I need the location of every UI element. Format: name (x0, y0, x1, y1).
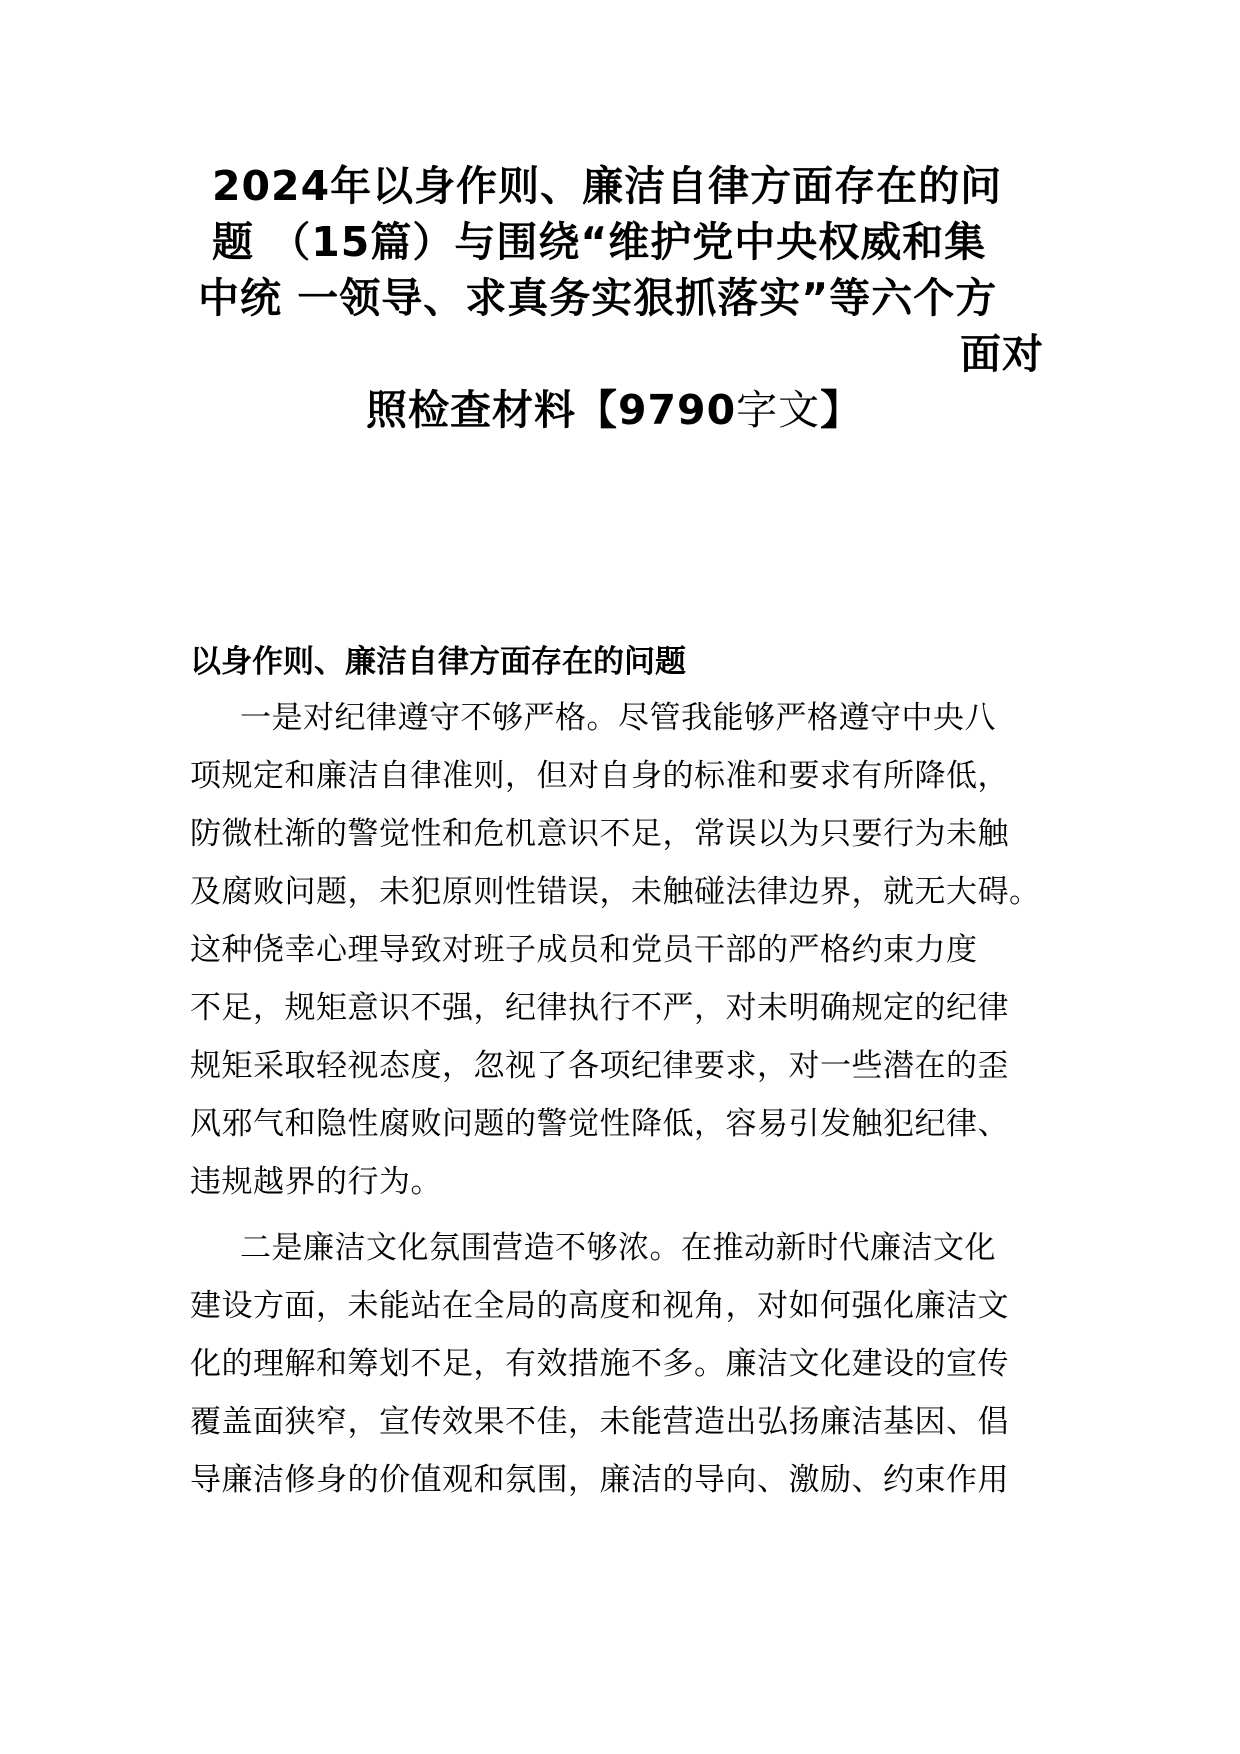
document-title-line-5 (366, 384, 862, 436)
paragraph-line: 这种侥幸心理导致对班子成员和党员干部的严格约束力度 (190, 932, 978, 968)
paragraph-line: 违规越界的行为。 (190, 1164, 442, 1200)
section-heading: 以身作则、廉洁自律方面存在的问题 (190, 644, 686, 680)
title-closing-bracket: 】 (820, 386, 863, 434)
paragraph-line: 建设方面，未能站在全局的高度和视角，对如何强化廉洁文 (190, 1288, 1009, 1324)
paragraph-line: 化的理解和筹划不足，有效措施不多。廉洁文化建设的宣传 (190, 1346, 1009, 1382)
paragraph-line: 一是对纪律遵守不够严格。尽管我能够严格遵守中央八 (240, 700, 996, 736)
paragraph-line: 项规定和廉洁自律准则，但对自身的标准和要求有所降低， (190, 758, 1009, 794)
paragraph-line: 风邪气和隐性腐败问题的警觉性降低，容易引发触犯纪律、 (190, 1106, 1009, 1142)
paragraph-line: 覆盖面狭窄，宣传效果不佳，未能营造出弘扬廉洁基因、倡 (190, 1404, 1009, 1440)
paragraph-line: 二是廉洁文化氛围营造不够浓。在推动新时代廉洁文化 (240, 1230, 996, 1266)
paragraph-line: 不足，规矩意识不强，纪律执行不严，对未明确规定的纪律 (190, 990, 1009, 1026)
document-title-line-3: 中统 一领导、求真务实狠抓落实”等六个方 (198, 274, 998, 322)
title-light-part: 字文 (736, 386, 821, 434)
paragraph-line: 及腐败问题，未犯原则性错误，未触碰法律边界，就无大碍。 (190, 874, 1041, 910)
paragraph-line: 导廉洁修身的价值观和氛围，廉洁的导向、激励、约束作用 (190, 1462, 1009, 1498)
document-title-line-4: 面对 (960, 330, 1044, 378)
document-title-line-2: 题 （15篇）与围绕“维护党中央权威和集 (212, 218, 987, 266)
title-bold-part: 照检查材料【9790 (366, 386, 737, 434)
paragraph-line: 规矩采取轻视态度，忽视了各项纪律要求，对一些潜在的歪 (190, 1048, 1009, 1084)
paragraph-line: 防微杜渐的警觉性和危机意识不足，常误以为只要行为未触 (190, 816, 1009, 852)
document-title-line-1: 2024年以身作则、廉洁自律方面存在的问 (212, 162, 1003, 210)
